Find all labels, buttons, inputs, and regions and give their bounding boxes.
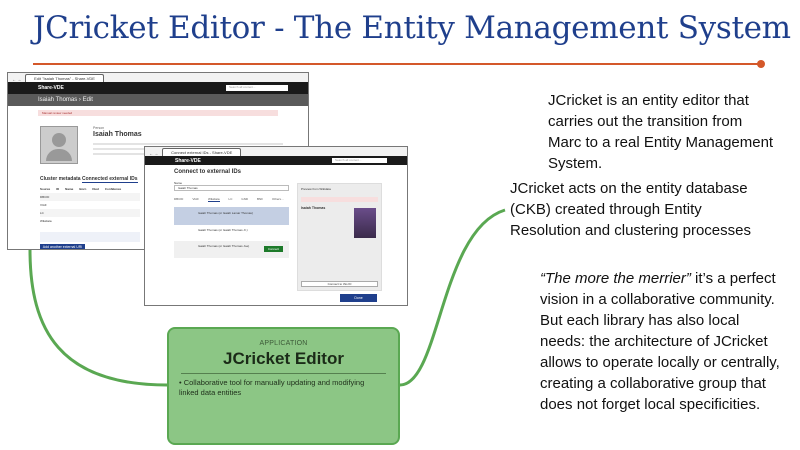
source-tab: BNF bbox=[257, 197, 264, 201]
search-input: Search all content... bbox=[226, 85, 288, 91]
preview-title: Preview from Wikidata bbox=[301, 187, 331, 191]
slide-title: JCricket Editor - The Entity Management System bbox=[33, 10, 791, 46]
browser-tab: Edit "Isaiah Thomas" - Share-VDE bbox=[25, 74, 104, 82]
cluster-metadata-heading: Cluster metadata bbox=[40, 176, 81, 182]
card-bullet: • Collaborative tool for manually updating and modifying linked data entities bbox=[179, 378, 365, 397]
brand: Share-VDE bbox=[38, 85, 64, 91]
source-tab: LC bbox=[228, 197, 233, 201]
ckb-text: JCricket acts on the entity database (CKB) created through Entity Resolution and clustering processes bbox=[510, 180, 751, 239]
source-tab: VIAF bbox=[192, 197, 200, 201]
breadcrumb: Isaiah Thomas › Edit bbox=[8, 94, 308, 106]
col-header: Name bbox=[65, 187, 74, 191]
application-card bbox=[167, 327, 400, 445]
col-header: ID bbox=[56, 187, 60, 191]
source-tab: GND bbox=[241, 197, 249, 201]
result-item: Isaiah Thomas (or Isaiah Thomas Jr.) bbox=[174, 225, 289, 241]
player-photo bbox=[354, 208, 376, 238]
preview-name: Isaiah Thomas bbox=[301, 206, 326, 210]
name-input: Isaiah Thomas bbox=[174, 185, 289, 191]
card-title: JCricket Editor bbox=[223, 349, 344, 368]
page-heading: Connect to external IDs bbox=[174, 169, 242, 175]
alert-banner: Manual review needed bbox=[38, 110, 278, 116]
add-external-uri-button: Add another external URI bbox=[40, 244, 85, 250]
preview-panel bbox=[297, 183, 382, 291]
search-input: Search all content... bbox=[332, 158, 387, 163]
table-row: Wikidata bbox=[40, 219, 52, 223]
source-tab: Others... bbox=[272, 197, 284, 201]
entity-type: Person bbox=[93, 126, 105, 130]
result-item: Isaiah Thomas (or Isaiah Thomas Joe) Connect bbox=[174, 241, 289, 258]
card-category: APPLICATION bbox=[259, 340, 308, 347]
connect-button: Connect bbox=[264, 246, 283, 252]
table-row: DBCID bbox=[40, 193, 140, 201]
connect-screenshot bbox=[144, 146, 408, 306]
browser-nav-icon: ← → bbox=[149, 151, 159, 156]
col-header: Source bbox=[40, 187, 51, 191]
browser-tab: Connect external IDs - Share-VDE bbox=[162, 148, 241, 156]
table-row: LC bbox=[40, 209, 140, 217]
intro-text: JCricket is an entity editor that carries out the transition from Marc to a real Entity Management System. bbox=[548, 92, 774, 172]
avatar-placeholder bbox=[40, 126, 78, 164]
connected-ids-tab: Connected external IDs bbox=[82, 176, 138, 182]
table-row: VIAF bbox=[40, 203, 47, 207]
brand: Share-VDE bbox=[175, 157, 201, 164]
done-button: Done bbox=[340, 294, 377, 302]
col-header: Born bbox=[79, 187, 87, 191]
name-label: Name bbox=[174, 181, 183, 185]
connector-right bbox=[400, 210, 505, 385]
entity-name: Isaiah Thomas bbox=[93, 131, 142, 138]
result-item: Isaiah Thomas (or Isaiah Lamar Thomas) bbox=[174, 207, 289, 225]
source-tab: DBCID bbox=[174, 197, 184, 201]
connect-id-button: Connect to this ID bbox=[301, 281, 378, 287]
col-header: Confidence bbox=[104, 187, 122, 191]
merrier-text: “The more the merrier” it’s a perfect vision in a collaborative community. But each library has also local needs: the architecture of JCricket allows to operate locally or centrally, creating a collaborative group that does not forget local specificities. bbox=[540, 270, 780, 413]
browser-nav-icon: ← → bbox=[12, 77, 22, 82]
col-header: Died bbox=[92, 187, 99, 191]
source-tab: Wikidata bbox=[208, 197, 220, 201]
